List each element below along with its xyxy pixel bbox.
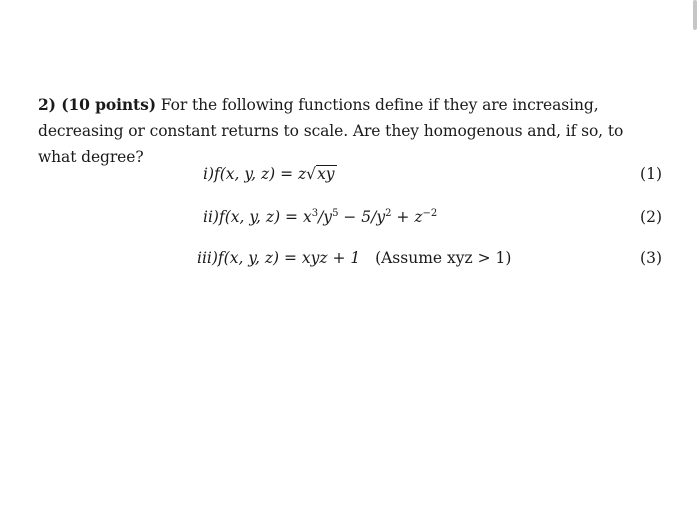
scrollbar[interactable] [693, 0, 697, 30]
equation-row-2 [0, 208, 700, 236]
equation-3-function: f(x, y, z) = xyz + 1 [217, 249, 361, 267]
equation-2 [203, 208, 437, 226]
equation-2-number: (2) [640, 208, 662, 226]
equation-row-1 [0, 165, 700, 193]
equation-2-label: ii) [203, 208, 219, 226]
equation-3-number: (3) [640, 249, 662, 267]
exponent-x: 3 [311, 208, 319, 219]
equation-1 [203, 165, 337, 183]
equation-3-label: iii) [197, 249, 218, 267]
equation-1-function: f(x, y, z) = z [214, 165, 307, 183]
radicand: xy [317, 165, 335, 183]
equation-2-plus-z: + z [391, 208, 423, 226]
equation-3-note: (Assume xyz > 1) [375, 249, 512, 267]
equation-1-label: i) [203, 165, 215, 183]
problem-statement [38, 92, 666, 170]
radical-sign-icon: √ [306, 165, 317, 183]
exponent-y: 5 [332, 208, 339, 219]
equation-row-3 [0, 249, 700, 277]
square-root [306, 165, 336, 183]
exponent-z: −2 [422, 208, 438, 219]
exponent-y2: 2 [385, 208, 392, 219]
equation-2-slash-y: /y [318, 208, 333, 226]
equation-2-middle: − 5/y [338, 208, 386, 226]
equation-2-function: f(x, y, z) = x [218, 208, 312, 226]
problem-heading: 2) (10 points) [38, 95, 156, 114]
equation-3 [197, 249, 511, 267]
problem-text: For the following functions define if they are increasing, decreasing or constant returns to scale. Are they homogenous and, if so, to what degree? [38, 96, 624, 166]
equation-1-number: (1) [640, 165, 662, 183]
